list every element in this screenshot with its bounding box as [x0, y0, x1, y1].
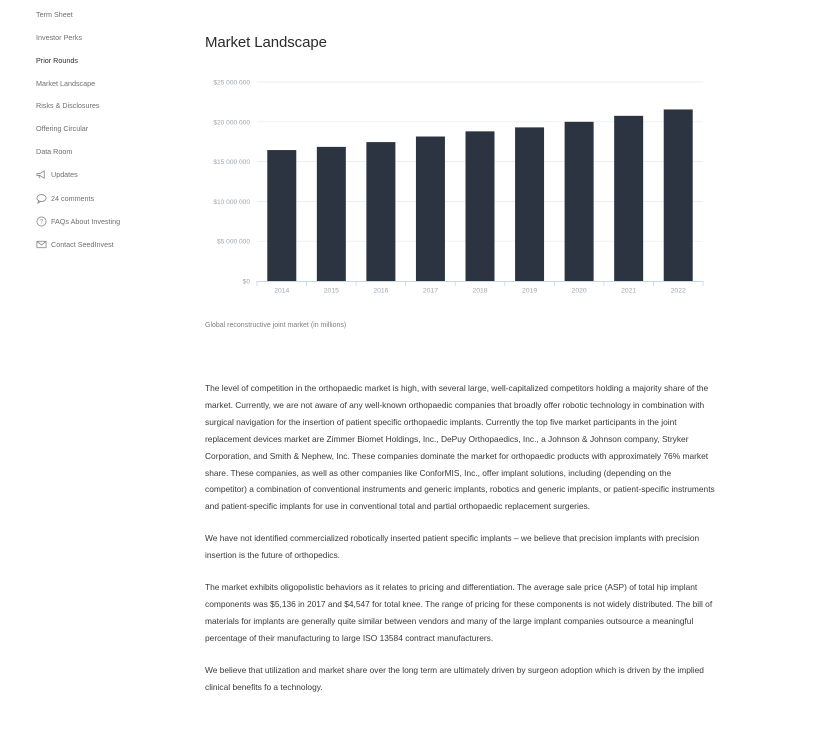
- y-tick-label: $25 000 000: [213, 79, 250, 87]
- sidebar-item-label: Updates: [51, 170, 78, 179]
- x-tick-label: 2020: [571, 287, 587, 295]
- sidebar-item-term-sheet[interactable]: [36, 10, 73, 19]
- sidebar-item-label: Prior Rounds: [36, 56, 78, 65]
- y-tick-label: $0: [242, 278, 250, 286]
- article-body: [205, 380, 715, 711]
- bar-2019: [515, 127, 544, 281]
- sidebar-item-label: 24 comments: [51, 194, 95, 203]
- comment-icon: [36, 193, 47, 204]
- sidebar-item-prior-rounds[interactable]: [36, 56, 78, 65]
- bar-2014: [267, 150, 296, 281]
- y-tick-label: $15 000 000: [213, 159, 250, 167]
- y-tick-label: $20 000 000: [213, 119, 250, 127]
- bar-2017: [416, 137, 445, 281]
- sidebar-item-label: Offering Circular: [36, 124, 89, 133]
- paragraph-utilization: We believe that utilization and market share over the long term are ultimately driven by surgeon adoption which is driven by the implied clinical benefits fo a technology.: [205, 664, 704, 692]
- sidebar-item-label: Risks & Disclosures: [36, 101, 100, 110]
- sidebar-item-label: Contact SeedInvest: [51, 240, 114, 249]
- sidebar-item-risks-and-disclosures[interactable]: [36, 101, 100, 110]
- sidebar-item-label: FAQs About Investing: [51, 217, 121, 226]
- market-bar-chart: [205, 72, 715, 298]
- sidebar-item-label: Market Landscape: [36, 79, 96, 88]
- sidebar-item-faqs-about-investing[interactable]: [36, 216, 120, 227]
- x-tick-label: 2018: [472, 287, 488, 295]
- bar-2022: [664, 109, 693, 281]
- sidebar-item-investor-perks[interactable]: [36, 33, 82, 42]
- paragraph-identified: We have not identified commercialized robotically inserted patient specific implants – we believe that precision implants with precision insertion is the future of orthopedics.: [205, 533, 700, 561]
- sidebar-item-label: Term Sheet: [36, 10, 73, 19]
- x-tick-label: 2016: [373, 287, 389, 295]
- x-tick-label: 2014: [274, 287, 290, 295]
- sidebar-item-market-landscape[interactable]: [36, 79, 95, 88]
- paragraph-competition: The level of competition in the orthopaedic market is high, with several large, well-capitalized competitors holding a majority share of the market. Currently, we are not aware of any well-known orthopaedic companies that broadly offer robotic technology in combination with surgical navigation for the insertion of patient specific orthopaedic implants. Currently the top five market participants in the joint replacement devices market are Zimmer Biomet Holdings, Inc., DePuy Orthopaedics, Inc., a Johnson & Johnson company, Stryker Corporation, and Smith & Nephew, Inc. These companies dominate the market for orthopaedic products with approximately 76% market share. These companies, as well as other companies like ConforMIS, Inc., offer implant solutions, including (depending on the competitor) a combination of conventional instruments and generic implants, robotics and generic implants, or patient-specific instruments and patient-specific implants for use in conventional total and partial orthopaedic replacement surgeries.: [205, 383, 715, 512]
- sidebar-item-contact-seedinvest[interactable]: [36, 239, 114, 250]
- sidebar-item-24-comments[interactable]: [36, 193, 94, 204]
- sidebar-item-label: Data Room: [36, 147, 73, 156]
- x-tick-label: 2017: [422, 287, 439, 295]
- bar-2016: [366, 142, 395, 281]
- question-icon: [36, 216, 47, 227]
- sidebar-item-offering-circular[interactable]: [36, 124, 88, 133]
- chart-caption: Global reconstructive joint market (in millions): [205, 322, 347, 329]
- y-tick-label: $10 000 000: [213, 198, 250, 206]
- svg-text:?: ?: [39, 218, 44, 226]
- page-title: Market Landscape: [205, 34, 327, 51]
- sidebar-item-data-room[interactable]: [36, 147, 72, 156]
- sidebar-item-label: Investor Perks: [36, 33, 82, 42]
- x-tick-label: 2015: [323, 287, 339, 295]
- megaphone-icon: [36, 169, 47, 180]
- bar-2015: [317, 147, 346, 281]
- x-tick-label: 2022: [670, 287, 686, 295]
- mail-icon: [36, 239, 47, 250]
- bar-2018: [466, 131, 495, 281]
- paragraph-market-behaviors: The market exhibits oligopolistic behaviors as it relates to pricing and differentiation. The average sale price (ASP) of total hip implant components was $5,136 in 2017 and $4,547 for total knee. The range of pricing for these components is not widely distributed. The bill of materials for implants are generally quite similar between vendors and many of the large implant companies outsource a meaningful percentage of their manufacturing to large ISO 13584 contract manufacturers.: [205, 582, 713, 643]
- bar-2021: [614, 116, 643, 281]
- x-tick-label: 2019: [521, 287, 538, 295]
- y-tick-label: $5 000 000: [216, 238, 250, 246]
- bar-2020: [565, 122, 594, 281]
- x-tick-label: 2021: [621, 287, 637, 295]
- sidebar-item-updates[interactable]: [36, 169, 78, 180]
